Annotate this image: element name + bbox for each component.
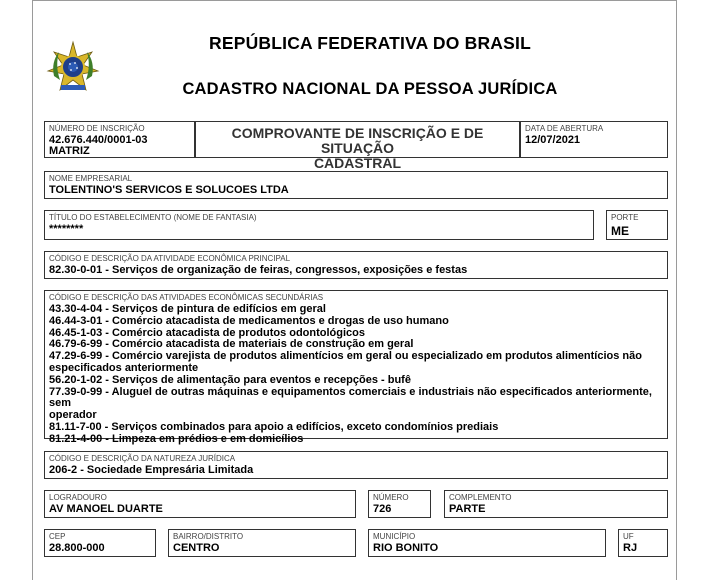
nome-empresarial-box [44,171,668,199]
atividade-secundaria-line: 56.20-1-02 - Serviços de alimentação para eventos e recepções - bufê [49,373,411,386]
porte-box [606,210,668,240]
atividade-secundaria-line: 47.29-6-99 - Comércio varejista de produtos alimentícios em geral ou especializado em produtos alimentícios não [49,350,642,363]
atividade-secundaria-line: 77.39-0-99 - Aluguel de outras máquinas e equipamentos comerciais e industriais não especificados anteriormente, sem [49,385,652,410]
atividade-secundaria-line: 46.79-6-99 - Comércio atacadista de materiais de construção em geral [49,338,414,351]
fantasia-value: ******** [49,223,84,235]
logradouro-value: AV MANOEL DUARTE [49,503,163,515]
atividade-secundaria-line: 43.30-4-04 - Serviços de pintura de edifícios em geral [49,303,326,315]
municipio-value: RIO BONITO [373,542,439,554]
atividade-secundaria-line: 46.45-1-03 - Comércio atacadista de produtos odontológicos [49,326,366,339]
atividade-secundaria-line: 81.11-7-00 - Serviços combinados para apoio a edifícios, exceto condomínios prediais [49,420,499,433]
municipio-box [368,529,606,557]
atividade-principal-label: CÓDIGO E DESCRIÇÃO DA ATIVIDADE ECONÔMICA PRINCIPAL [49,254,291,263]
nome-empresarial-value: TOLENTINO'S SERVICOS E SOLUCOES LTDA [49,184,289,196]
porte-value: ME [611,224,629,238]
logradouro-box [44,490,356,518]
atividade-principal-box [44,251,668,279]
comprovante-box [195,121,520,171]
numero-box [368,490,431,518]
natureza-juridica-box [44,451,668,479]
numero-label: NÚMERO [373,493,409,502]
atividade-secundaria-line: operador [49,409,97,422]
cadastro-heading: CADASTRO NACIONAL DA PESSOA JURÍDICA [182,80,558,98]
porte-label: PORTE [611,213,639,222]
abertura-value: 12/07/2021 [525,134,581,146]
bairro-value: CENTRO [173,542,220,554]
complemento-label: COMPLEMENTO [449,493,512,502]
fantasia-label: TÍTULO DO ESTABELECIMENTO (NOME DE FANTASIA) [49,213,257,222]
cep-label: CEP [49,532,66,541]
uf-value: RJ [623,542,638,554]
fantasia-box [44,210,594,240]
bairro-label: BAIRRO/DISTRITO [173,532,244,541]
inscricao-label: NÚMERO DE INSCRIÇÃO [49,124,145,133]
atividade-secundaria-line: 46.44-3-01 - Comércio atacadista de medicamentos e drogas de uso humano [49,314,449,327]
abertura-label: DATA DE ABERTURA [525,124,604,133]
atividade-secundaria-line: 81.21-4-00 - Limpeza em prédios e em domicílios [49,432,304,445]
logradouro-label: LOGRADOURO [49,493,107,502]
municipio-label: MUNICÍPIO [373,532,416,541]
atividade-principal-value: 82.30-0-01 - Serviços de organização de feiras, congressos, exposições e festas [49,264,468,276]
uf-box [618,529,668,557]
nome-empresarial-label: NOME EMPRESARIAL [49,174,133,183]
abertura-box [520,121,668,158]
complemento-box [444,490,668,518]
cep-value: 28.800-000 [49,542,105,554]
atividades-secundarias-box [44,290,668,445]
comprovante-title-line2: CADASTRAL [313,155,402,171]
natureza-juridica-value: 206-2 - Sociedade Empresária Limitada [49,464,254,476]
numero-value: 726 [373,503,392,515]
republic-heading: REPÚBLICA FEDERATIVA DO BRASIL [209,33,531,53]
comprovante-title-line1: COMPROVANTE DE INSCRIÇÃO E DE SITUAÇÃO [231,125,484,156]
inscricao-number: 42.676.440/0001-03 [49,134,148,146]
cep-box [44,529,156,557]
brazil-coat-of-arms-icon [46,40,100,94]
bairro-box [168,529,356,557]
inscricao-box [44,121,195,158]
natureza-juridica-label: CÓDIGO E DESCRIÇÃO DA NATUREZA JURÍDICA [49,454,236,463]
inscricao-type: MATRIZ [49,145,90,157]
atividades-secundarias-label: CÓDIGO E DESCRIÇÃO DAS ATIVIDADES ECONÔMICAS SECUNDÁRIAS [49,293,324,302]
uf-label: UF [623,532,634,541]
atividade-secundaria-line: especificados anteriormente [49,361,199,374]
complemento-value: PARTE [449,503,486,515]
